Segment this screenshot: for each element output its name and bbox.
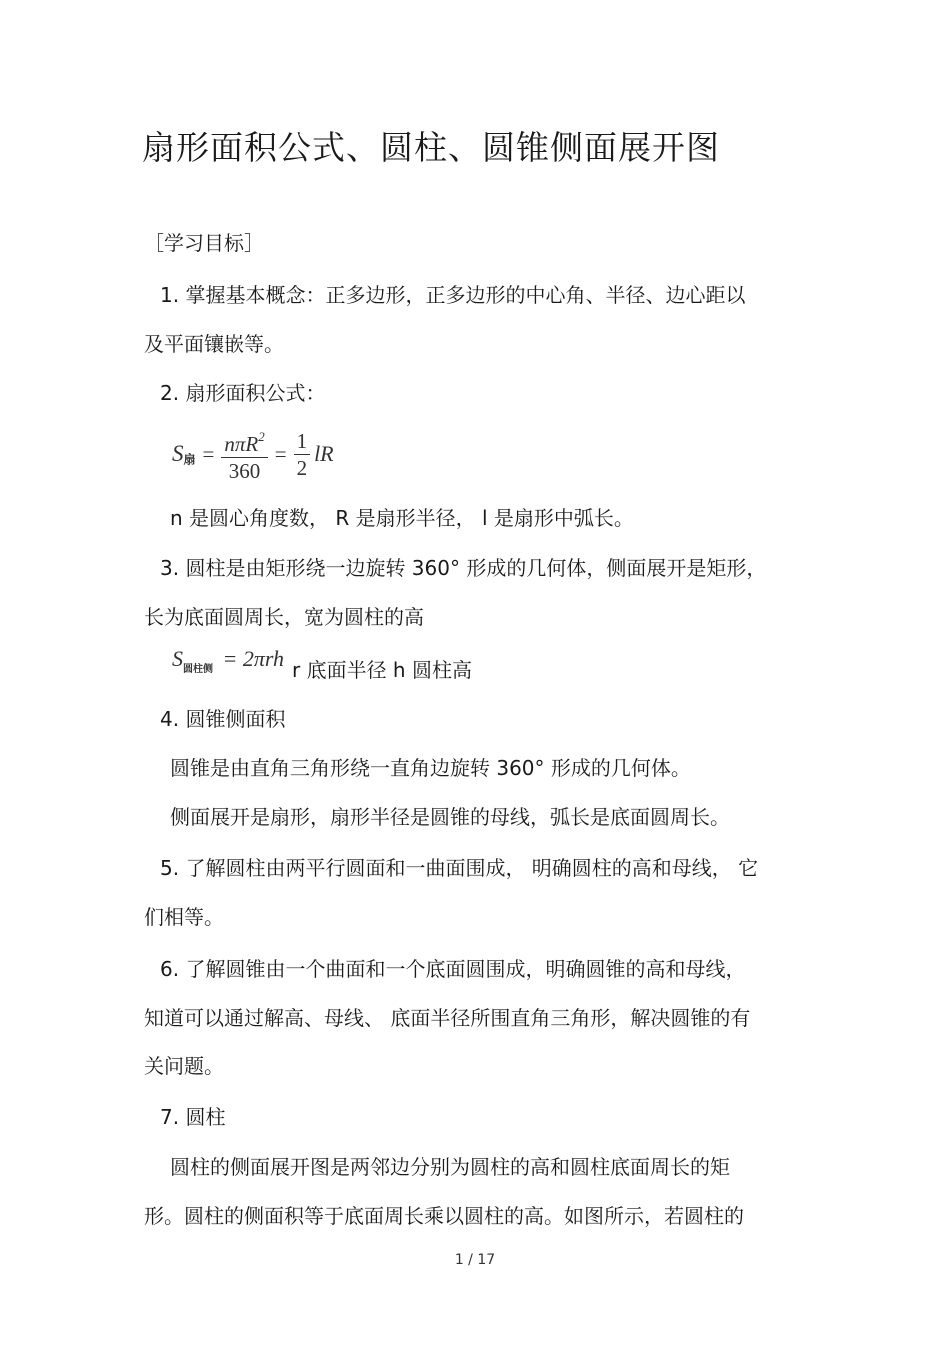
formula-fraction-2 xyxy=(294,428,311,481)
item-4-line-1: 圆锥是由直角三角形绕一直角边旋转 360° 形成的几何体。 xyxy=(170,756,691,780)
page-number: 1 / 17 xyxy=(454,1252,496,1268)
item-6-line-3: 关问题。 xyxy=(144,1054,224,1078)
item-4-heading: 4. 圆锥侧面积 xyxy=(160,707,286,731)
item-7-line-2: 形。圆柱的侧面积等于底面周长乘以圆柱的高。如图所示，若圆柱的 xyxy=(144,1204,744,1228)
item-6-line-2: 知道可以通过解高、母线、 底面半径所围直角三角形，解决圆锥的有 xyxy=(144,1006,751,1030)
formula-denominator-1: 360 xyxy=(228,459,261,483)
formula-fraction-1 xyxy=(221,424,267,484)
item-6-line-1: 6. 了解圆锥由一个曲面和一个底面圆围成，明确圆锥的高和母线， xyxy=(160,957,746,981)
cylinder-formula-subscript: 圆柱侧 xyxy=(183,664,213,675)
item-2-heading: 2. 扇形面积公式： xyxy=(160,381,326,405)
cylinder-area-formula xyxy=(172,646,284,675)
item-4-line-2: 侧面展开是扇形，扇形半径是圆锥的母线，弧长是底面圆周长。 xyxy=(170,805,730,829)
sector-area-formula xyxy=(172,424,334,484)
cylinder-formula-s: S xyxy=(172,646,183,671)
formula-exponent: 2 xyxy=(258,429,265,444)
document-title: 扇形面积公式、圆柱、圆锥侧面展开图 xyxy=(142,128,720,167)
formula-numerator-1: nπR xyxy=(224,432,259,456)
item-7-heading: 7. 圆柱 xyxy=(160,1105,226,1129)
formula-equals-2: = xyxy=(274,441,287,466)
cylinder-formula-rhs: = 2πrh xyxy=(222,646,285,671)
item-2-description: n 是圆心角度数， R 是扇形半径， l 是扇形中弧长。 xyxy=(170,506,634,530)
formula-numerator-2: 1 xyxy=(294,428,311,455)
formula-tail: lR xyxy=(314,441,334,466)
item-5-line-1: 5. 了解圆柱由两平行圆面和一曲面围成， 明确圆柱的高和母线， 它 xyxy=(160,856,759,880)
item-1-line-1: 1. 掌握基本概念：正多边形，正多边形的中心角、半径、边心距以 xyxy=(160,283,746,307)
section-heading: ［学习目标］ xyxy=(144,231,264,255)
item-3-description: r 底面半径 h 圆柱高 xyxy=(292,658,472,682)
formula-denominator-2: 2 xyxy=(296,455,308,480)
formula-s-subscript: 扇 xyxy=(183,452,196,467)
item-3-line-2: 长为底面圆周长，宽为圆柱的高 xyxy=(144,605,424,629)
item-3-line-1: 3. 圆柱是由矩形绕一边旋转 360° 形成的几何体，侧面展开是矩形， xyxy=(160,556,767,580)
item-5-line-2: 们相等。 xyxy=(144,905,224,929)
item-1-line-2: 及平面镶嵌等。 xyxy=(144,332,284,356)
formula-s: S xyxy=(172,441,184,466)
item-7-line-1: 圆柱的侧面展开图是两邻边分别为圆柱的高和圆柱底面周长的矩 xyxy=(170,1155,730,1179)
formula-equals-1: = xyxy=(202,441,215,466)
